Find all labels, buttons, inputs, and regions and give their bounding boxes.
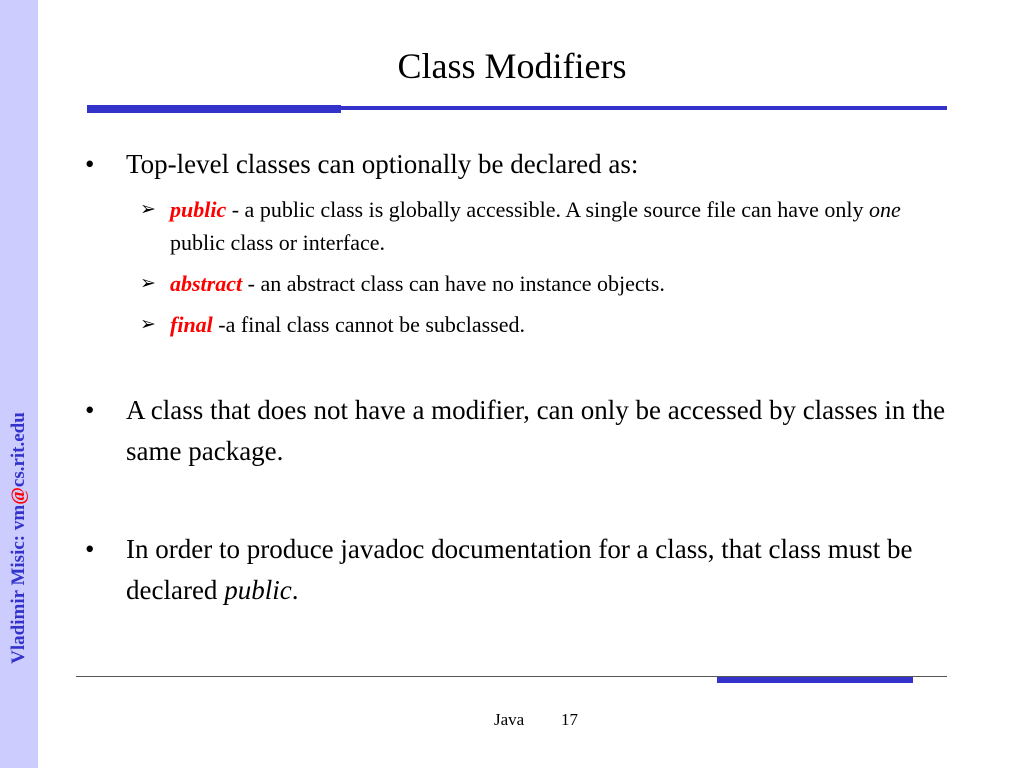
sub-bullet-abstract (85, 267, 955, 300)
bullet-top-level-classes (85, 144, 955, 185)
bullet-text: In order to produce javadoc documentation for a class, that class must be declared (126, 534, 913, 605)
bullet-no-modifier (85, 390, 955, 472)
bullet-dot-icon: • (85, 534, 95, 564)
email-domain: cs.rit.edu (8, 412, 29, 488)
email-at-sign: @ (8, 487, 29, 505)
sub-bullet-text: - an abstract class can have no instance objects. (242, 271, 665, 296)
sub-bullet-text-end: public class or interface. (170, 230, 386, 255)
keyword-public: public (170, 197, 227, 222)
slide-title: Class Modifiers (397, 46, 627, 86)
emphasis-public: public (224, 575, 292, 605)
arrow-bullet-icon: ➢ (140, 313, 156, 335)
bullet-text: Top-level classes can optionally be declared as: (126, 149, 639, 179)
bullet-text-end: . (291, 575, 299, 605)
keyword-final: final (170, 312, 213, 337)
sub-bullet-public (85, 193, 955, 259)
sub-bullet-final (85, 308, 955, 341)
bullet-javadoc (85, 529, 955, 611)
page-number: 17 (561, 710, 578, 729)
sidebar-band (0, 0, 38, 768)
bullet-dot-icon: • (85, 395, 95, 425)
title-underline-accent (87, 105, 341, 113)
sub-bullet-text: -a final class cannot be subclassed. (212, 312, 525, 337)
author-email (8, 412, 30, 664)
bullet-text: A class that does not have a modifier, can only be accessed by classes in the same package. (126, 395, 946, 466)
keyword-abstract: abstract (170, 271, 243, 296)
footer-label: Java (494, 710, 525, 729)
emphasis-one: one (868, 197, 901, 222)
arrow-bullet-icon: ➢ (140, 272, 156, 294)
arrow-bullet-icon: ➢ (140, 198, 156, 220)
slide-content (85, 144, 955, 611)
author-name: Vladimir Misic: vm (8, 504, 29, 664)
sub-bullet-text: - a public class is globally accessible. A single source file can have only (226, 197, 869, 222)
footer-rule-accent (717, 677, 913, 683)
bullet-dot-icon: • (85, 149, 95, 179)
